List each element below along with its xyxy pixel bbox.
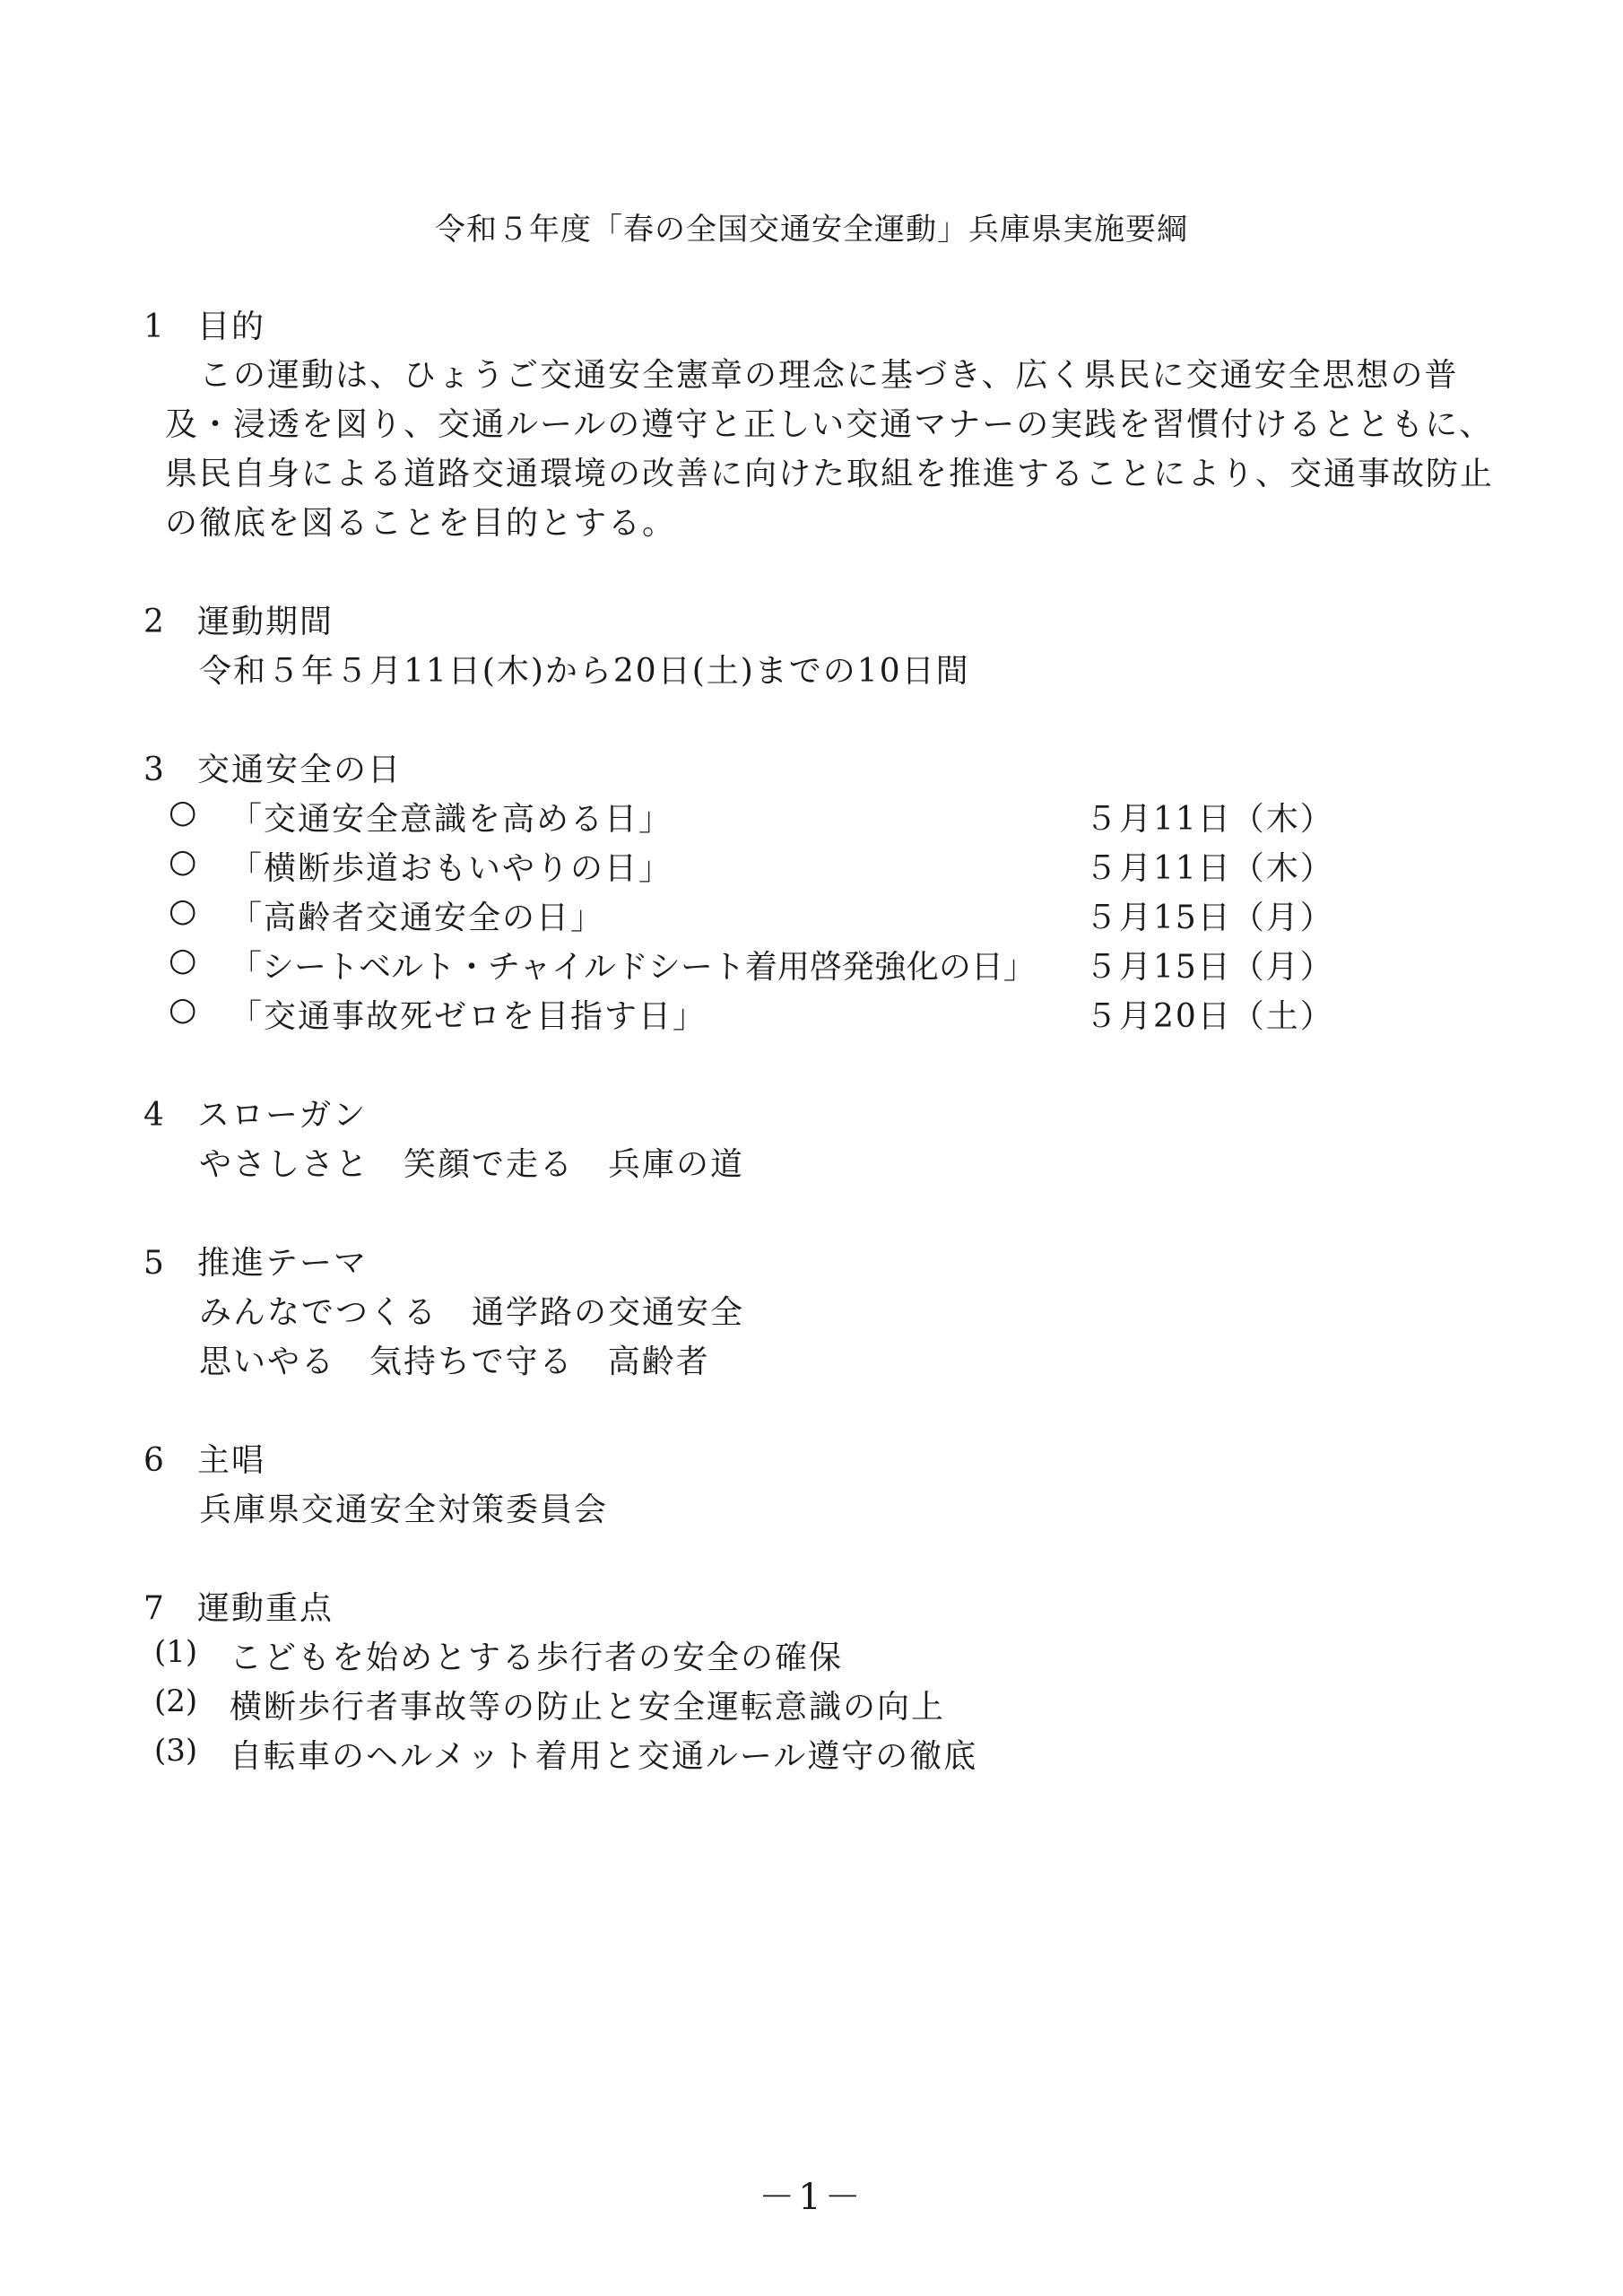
- section-title: 運動期間: [197, 604, 334, 640]
- circle-bullet-icon: ○: [169, 892, 197, 929]
- section-number: 1: [143, 309, 166, 345]
- purpose-line: 県民自身による道路交通環境の改善に向けた取組を推進することにより、交通事故防止: [165, 456, 1495, 492]
- safety-day-date: ５月15日（月）: [1085, 900, 1334, 936]
- section-period-heading: [143, 596, 334, 642]
- page-number: －1－: [759, 2177, 864, 2218]
- priority-number: (1): [154, 1634, 198, 1670]
- purpose-line: の徹底を図ることを目的とする。: [165, 505, 677, 542]
- safety-day-date: ５月11日（木）: [1085, 850, 1334, 887]
- circle-bullet-icon: ○: [169, 794, 197, 831]
- section-title: 主唱: [197, 1442, 266, 1479]
- circle-bullet-icon: ○: [169, 942, 197, 978]
- circle-bullet-icon: ○: [169, 843, 197, 880]
- document-title: 令和５年度「春の全国交通安全運動」兵庫県実施要綱: [435, 212, 1188, 248]
- priority-text: 自転車のヘルメット着用と交通ルール遵守の徹底: [230, 1738, 978, 1775]
- theme-line: 思いやる 気持ちで守る 高齢者: [199, 1344, 710, 1380]
- period-text: 令和５年５月11日(木)から20日(土)までの10日間: [199, 653, 970, 690]
- safety-day-label: 「横断歩道おもいやりの日」: [230, 850, 673, 887]
- section-number: 7: [143, 1590, 166, 1627]
- section-number: 4: [143, 1097, 166, 1134]
- section-purpose-heading: [143, 301, 265, 347]
- section-number: 5: [143, 1245, 166, 1282]
- circle-bullet-icon: ○: [169, 991, 197, 1028]
- section-theme-heading: [143, 1238, 368, 1283]
- section-title: スローガン: [197, 1097, 368, 1134]
- safety-day-date: ５月15日（月）: [1085, 949, 1334, 986]
- sponsor-text: 兵庫県交通安全対策委員会: [199, 1492, 609, 1528]
- section-number: 6: [143, 1442, 166, 1479]
- slogan-text: やさしさと 笑顔で走る 兵庫の道: [199, 1146, 745, 1183]
- section-safety-days-heading: [143, 744, 402, 790]
- safety-day-label: 「シートベルト・チャイルドシート着用啓発強化の日」: [230, 949, 1036, 986]
- section-title: 目的: [197, 309, 266, 345]
- priority-number: (3): [154, 1733, 198, 1769]
- section-title: 交通安全の日: [197, 752, 403, 788]
- safety-day-label: 「高齢者交通安全の日」: [230, 900, 605, 936]
- theme-line: みんなでつくる 通学路の交通安全: [199, 1294, 745, 1331]
- purpose-line: 及・浸透を図り、交通ルールの遵守と正しい交通マナーの実践を習慣付けるとともに、: [165, 406, 1494, 443]
- safety-day-date: ５月11日（木）: [1085, 801, 1334, 838]
- safety-day-date: ５月20日（土）: [1085, 998, 1334, 1035]
- priority-text: 横断歩行者事故等の防止と安全運転意識の向上: [230, 1689, 946, 1726]
- section-title: 推進テーマ: [197, 1245, 369, 1282]
- purpose-line: この運動は、ひょうご交通安全憲章の理念に基づき、広く県民に交通安全思想の普: [199, 357, 1459, 394]
- section-title: 運動重点: [197, 1590, 334, 1627]
- section-priorities-heading: [143, 1583, 334, 1629]
- priority-text: こどもを始めとする歩行者の安全の確保: [230, 1639, 844, 1676]
- section-sponsor-heading: [143, 1435, 265, 1481]
- section-number: 3: [143, 752, 166, 788]
- safety-day-label: 「交通安全意識を高める日」: [230, 801, 673, 838]
- section-slogan-heading: [143, 1090, 367, 1135]
- section-number: 2: [143, 604, 166, 640]
- priority-number: (2): [154, 1683, 198, 1719]
- safety-day-label: 「交通事故死ゼロを目指す日」: [230, 998, 707, 1035]
